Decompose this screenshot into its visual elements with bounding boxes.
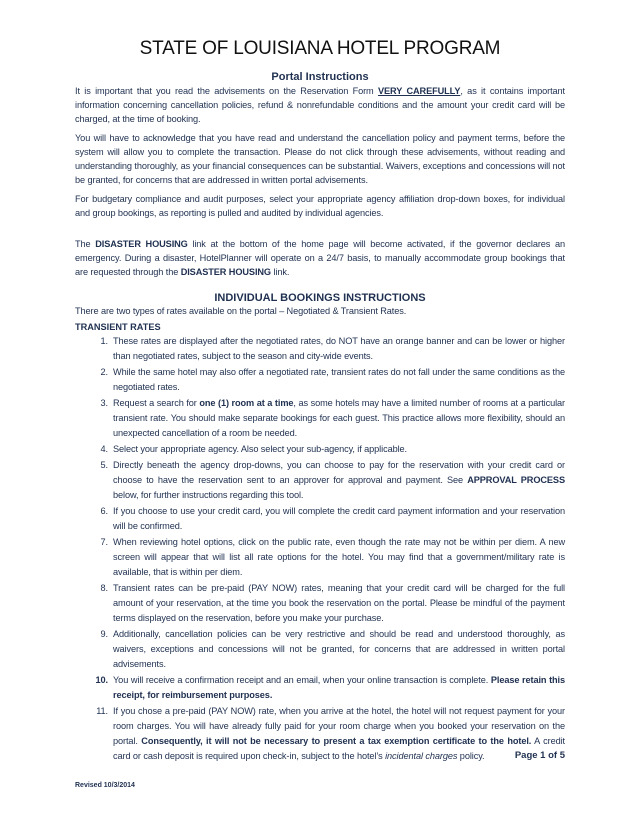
paragraph — [75, 84, 565, 126]
paragraph — [75, 237, 565, 279]
list-item — [75, 442, 565, 457]
transient-rates-list — [75, 334, 565, 764]
list-number: 7. — [100, 537, 108, 547]
text-segment: policy. — [457, 751, 485, 761]
individual-bookings-heading: INDIVIDUAL BOOKINGS INSTRUCTIONS — [214, 292, 426, 304]
bold-text: DISASTER HOUSING — [95, 239, 188, 249]
text-segment: link at the bottom of the home page will become activated, if the governor declares an emergency. During a disaster, HotelPlanner will operate on a 24/7 basis, to manually accommodate group bookings that are requested through the — [75, 239, 565, 277]
list-number: 8. — [100, 583, 108, 593]
list-item — [75, 704, 565, 764]
list-item — [75, 627, 565, 672]
list-item — [75, 535, 565, 580]
list-number: 4. — [100, 444, 108, 454]
rate-types-intro: There are two types of rates available on the portal – Negotiated & Transient Rates. — [75, 306, 407, 316]
list-number: 9. — [100, 629, 108, 639]
text-segment: Select your appropriate agency. Also select your sub-agency, if applicable. — [113, 444, 407, 454]
text-segment: link. — [270, 267, 290, 277]
text-segment: Additionally, cancellation policies can be very restrictive and should be read and understood thoroughly, as waivers, exceptions and concessions will not be granted, for concerns that are addressed in written portal advisements. — [113, 629, 565, 669]
list-item — [75, 334, 565, 364]
list-number: 11. — [96, 706, 108, 716]
transient-rates-heading: TRANSIENT RATES — [75, 322, 161, 332]
portal-instructions-heading: Portal Instructions — [271, 71, 369, 83]
list-number: 6. — [100, 506, 108, 516]
text-segment: It is important that you read the advisements on the Reservation Form — [75, 86, 378, 96]
bold-text: Consequently, it will not be necessary to present a tax exemption certificate to the hotel. — [141, 736, 532, 746]
list-number: 2. — [100, 367, 108, 377]
page-body — [75, 71, 565, 765]
text-segment: A credit card or cash deposit is required upon check-in, subject to the hotel’s — [113, 736, 565, 761]
text-segment: For budgetary compliance and audit purposes, select your appropriate agency affiliation drop-down boxes, for individual and group bookings, as reporting is pulled and audited by individual agencies. — [75, 194, 565, 218]
revised-date: Revised 10/3/2014 — [75, 782, 135, 789]
text-segment: You will receive a confirmation receipt and an email, when your online transaction is complete. — [113, 675, 491, 685]
text-segment: While the same hotel may also offer a negotiated rate, transient rates do not fall under the same conditions as the negotiated rates. — [113, 367, 565, 392]
page-number: Page 1 of 5 — [514, 750, 565, 761]
bold-text: Please retain this receipt, for reimbursement purposes. — [113, 675, 566, 700]
list-item — [75, 504, 565, 534]
list-number: 10. — [95, 675, 108, 685]
document-title: STATE OF LOUISIANA HOTEL PROGRAM — [139, 38, 501, 59]
bold-text: VERY CAREFULLY — [377, 86, 461, 96]
text-segment: If you choose to use your credit card, you will complete the credit card payment information and your reservation will be confirmed. — [113, 506, 565, 531]
italic-text: incidental charges — [385, 751, 458, 761]
text-segment: If you chose a pre-paid (PAY NOW) rate, when you arrive at the hotel, the hotel will not request payment for your room charges. You will have already fully paid for your room charge when you booked your reservation on the portal. — [113, 706, 565, 746]
intro-paragraphs — [75, 84, 565, 279]
text-segment: The — [75, 239, 96, 249]
text-segment: You will have to acknowledge that you have read and understand the cancellation policy and payment terms, before the system will allow you to complete the transaction. Please do not click through these advisements, without reading and understanding thoroughly, as your financial consequences can be substantial. Waivers, exceptions and concessions will not be granted, for concerns that are addressed in written portal advisements. — [75, 133, 565, 185]
list-number: 3. — [100, 398, 108, 408]
bold-text: APPROVAL PROCESS — [467, 475, 565, 485]
list-item — [75, 673, 565, 703]
list-number: 5. — [100, 460, 108, 470]
text-segment: , as some hotels may have a limited number of rooms at a particular transient rate. You should make separate bookings for each guest. This practice allows more flexibility, should an unexpected cancellation of a room be needed. — [113, 398, 566, 438]
list-item — [75, 581, 565, 626]
text-segment: Transient rates can be pre-paid (PAY NOW) rates, meaning that your credit card will be charged for the full amount of your reservation, at the time you book the reservation on the portal. Please be mindful of the payment terms displayed on the reservation, before you make your purchase. — [113, 583, 565, 623]
list-number: 1. — [100, 336, 108, 346]
text-segment: , as it contains important information concerning cancellation policies, refund & nonrefundable conditions and the amount your credit card will be charged, at the time of booking. — [75, 86, 565, 124]
bold-text: DISASTER HOUSING — [180, 267, 271, 277]
text-segment: below, for further instructions regarding this tool. — [113, 490, 304, 500]
text-segment: When reviewing hotel options, click on the public rate, even though the rate may not be within per diem. A new screen will appear that will list all rate options for the hotel. You may find that a government/military rate is available, that is within per diem. — [113, 537, 565, 577]
text-segment: Directly beneath the agency drop-downs, you can choose to pay for the reservation with your credit card or choose to have the reservation sent to an approver for approval and payment. See — [113, 460, 565, 485]
paragraph — [75, 192, 565, 220]
list-item — [75, 458, 565, 503]
list-item — [75, 396, 565, 441]
text-segment: Request a search for — [113, 398, 200, 408]
bold-text: one (1) room at a time — [199, 398, 294, 408]
list-item — [75, 365, 565, 395]
text-segment: These rates are displayed after the negotiated rates, do NOT have an orange banner and can be lower or higher than negotiated rates, subject to the season and city-wide events. — [113, 336, 565, 361]
paragraph — [75, 131, 565, 187]
